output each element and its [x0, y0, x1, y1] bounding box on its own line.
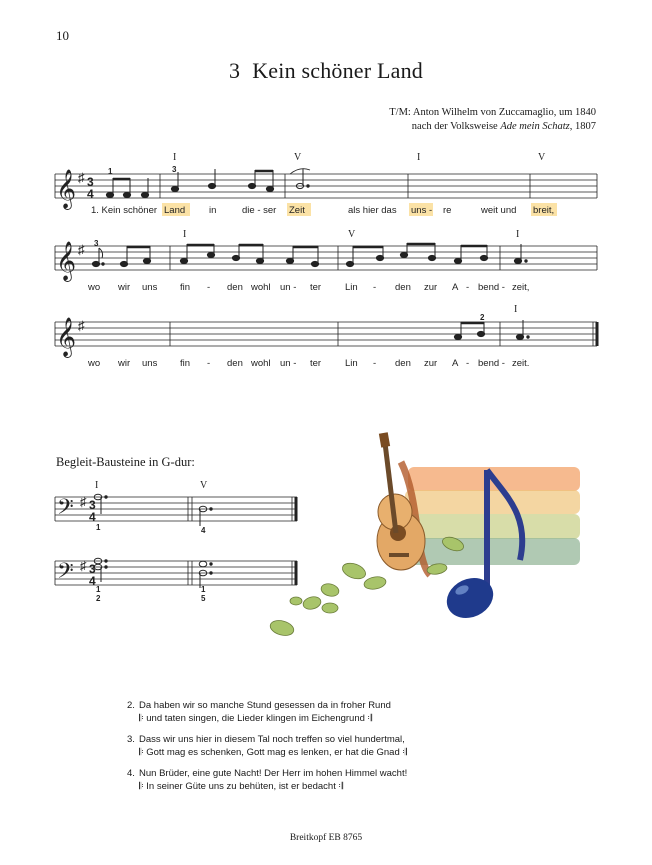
system-3 [55, 322, 597, 346]
lyric: wohl [251, 282, 271, 293]
lyric: ter [310, 358, 322, 369]
fingering: 2 [480, 313, 485, 322]
lyric: wo [88, 358, 101, 369]
lyric: Lin [345, 282, 358, 293]
lyric: uns [142, 282, 158, 293]
chord-label: V [294, 152, 302, 163]
lyric: uns [142, 358, 158, 369]
verse-line: 𝄆 Gott mag es schenken, Gott mag es lenken, er hat die Gnad 𝄇 [139, 746, 407, 758]
lyric: wo [88, 282, 101, 293]
lyric: weit und [481, 205, 517, 216]
chords-system-2 [183, 229, 519, 240]
chord-label: I [183, 229, 187, 240]
sharp-icon: ♯ [78, 242, 85, 257]
credits-prefix: nach der Volksweise [411, 121, 501, 132]
lyric: re [443, 205, 452, 216]
bass-clef-icon: 𝄢 [57, 558, 74, 588]
lyric: zur [424, 358, 438, 369]
chord-label: V [200, 480, 208, 491]
chords-system-3 [514, 304, 517, 315]
lyric: den [395, 282, 411, 293]
chord-label: I [417, 152, 421, 163]
time-sig-top: 3 [89, 562, 96, 576]
chord-label: I [514, 304, 518, 315]
guitar-and-eighth-note-watercolor [269, 432, 580, 638]
credits-suffix: , 1807 [569, 121, 596, 132]
verse-line: 𝄆 In seiner Güte uns zu behüten, ist er bedacht 𝄇 [139, 780, 344, 792]
treble-clef-icon: 𝄞 [56, 170, 77, 208]
system-1 [55, 174, 597, 198]
fingering: 5 [201, 594, 206, 603]
lyric: un - [280, 282, 297, 293]
credits-line-1: T/M: Anton Wilhelm von Zuccamaglio, um 1840 [389, 107, 596, 118]
fingering: 1 [108, 167, 113, 176]
lyric: uns - [411, 205, 433, 216]
fingering: 1 [201, 585, 206, 594]
fingering: 3 [172, 165, 177, 174]
notes-system-3 [454, 320, 529, 340]
lyric: wir [118, 282, 131, 293]
lyric: Land [164, 205, 186, 216]
verse-line: Nun Brüder, eine gute Nacht! Der Herr im hohen Himmel wacht! [139, 768, 408, 779]
lyric: in [209, 205, 217, 216]
chord-label: I [516, 229, 520, 240]
lyric: A [452, 282, 459, 293]
song-number: 3 [229, 58, 241, 83]
fingering: 1 [96, 585, 101, 594]
lyric: zeit. [512, 358, 530, 369]
verse-4 [127, 768, 407, 793]
lyric: Zeit [289, 205, 305, 216]
treble-clef-icon: 𝄞 [56, 242, 77, 280]
lyric: den [395, 358, 411, 369]
song-title-text: Kein schöner Land [252, 58, 423, 83]
sharp-icon: ♯ [80, 494, 87, 509]
lyric: - [466, 358, 470, 369]
accompaniment-title: Begleit-Bausteine in G-dur: [56, 455, 195, 469]
lyric: wohl [251, 358, 271, 369]
verse-number: 4. [127, 768, 135, 779]
verse-line: Da haben wir so manche Stund gesessen da in froher Rund [139, 700, 391, 711]
time-sig-bottom: 4 [89, 574, 96, 588]
lyric: bend - [478, 358, 505, 369]
time-sig-top: 3 [89, 498, 96, 512]
chord-label: I [95, 480, 99, 491]
footer: Breitkopf EB 8765 [289, 833, 363, 843]
lyric: den [227, 358, 243, 369]
lyric: - [207, 358, 211, 369]
lyrics-system-3 [87, 358, 529, 369]
lyric: breit, [533, 205, 555, 216]
chord-label: V [538, 152, 546, 163]
lyrics-system-2 [87, 282, 529, 293]
verse-number: 3. [127, 734, 135, 745]
lyric: bend - [478, 282, 505, 293]
fingering: 1 [96, 523, 101, 532]
time-sig-bottom: 4 [89, 510, 96, 524]
verse-line: Dass wir uns hier in diesem Tal noch treffen so viel hundertmal, [139, 734, 405, 745]
verse-line: 𝄆 und taten singen, die Lieder klingen im Eichengrund 𝄇 [139, 712, 373, 724]
verse-3 [127, 734, 407, 759]
tie-mark [290, 169, 310, 174]
lyric: als hier das [348, 205, 397, 216]
lyric: zeit, [512, 282, 530, 293]
notes-system-2 [92, 243, 527, 267]
notes-system-1 [106, 169, 309, 198]
bass-clef-icon: 𝄢 [57, 494, 74, 524]
lyrics-system-1 [91, 203, 557, 216]
lyric: - [373, 358, 377, 369]
chord-label: I [173, 152, 177, 163]
lyric: ter [310, 282, 322, 293]
sharp-icon: ♯ [78, 170, 85, 185]
sharp-icon: ♯ [80, 558, 87, 573]
lyric: fin [180, 282, 191, 293]
lyric: Lin [345, 358, 358, 369]
fingering: 4 [201, 526, 206, 535]
lyric: die - ser [242, 205, 277, 216]
lyric: - [373, 282, 377, 293]
verse-2 [127, 700, 407, 725]
lyric: 1. Kein schöner [91, 205, 158, 216]
time-sig-top: 3 [87, 175, 94, 189]
verse-number: 2. [127, 700, 135, 711]
lyric: - [207, 282, 211, 293]
lyric: den [227, 282, 243, 293]
chords-system-1 [173, 152, 546, 163]
lyric: A [452, 358, 459, 369]
chord-label: V [348, 229, 356, 240]
credits-source-title: Ade mein Schatz [500, 121, 570, 132]
lyric: zur [424, 282, 438, 293]
lyric: wir [118, 358, 131, 369]
lyric: fin [180, 358, 191, 369]
treble-clef-icon: 𝄞 [56, 318, 77, 356]
system-2 [55, 246, 597, 270]
verses [127, 700, 407, 802]
lyric: un - [280, 358, 297, 369]
time-sig-bottom: 4 [87, 187, 94, 201]
fingering: 2 [96, 594, 101, 603]
lyric: - [466, 282, 470, 293]
sharp-icon: ♯ [78, 318, 85, 333]
fingering: 3 [94, 239, 99, 248]
page-number: 10 [56, 28, 69, 43]
